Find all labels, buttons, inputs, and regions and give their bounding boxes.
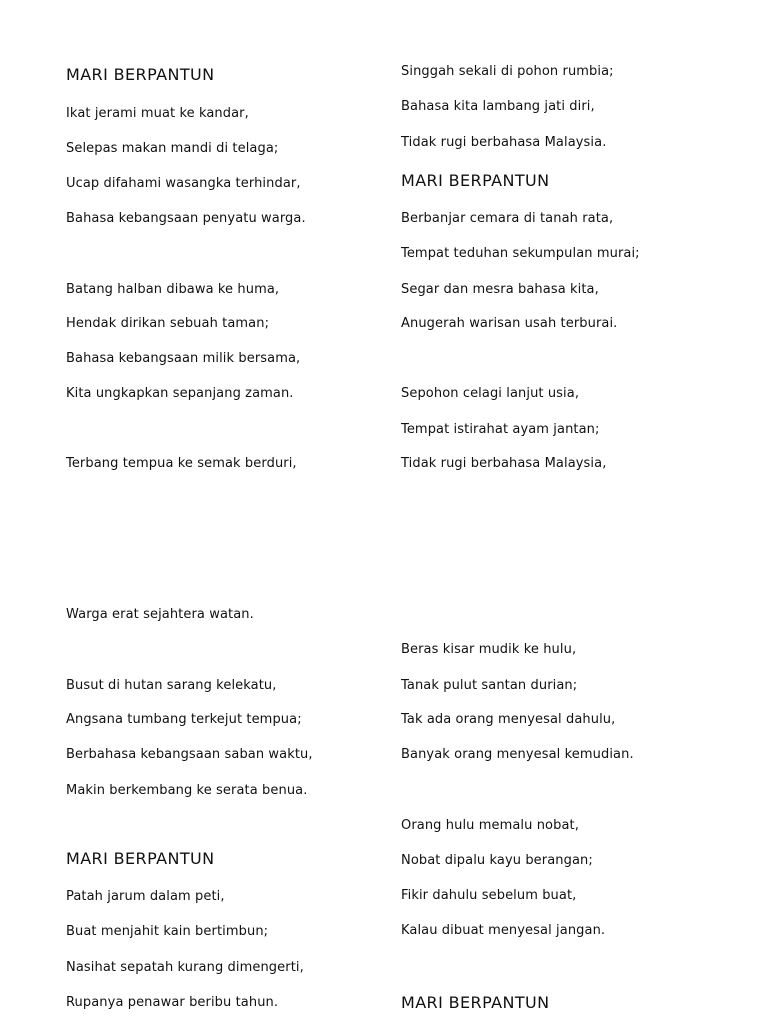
poem-line: Tidak rugi berbahasa Malaysia,: [401, 456, 607, 471]
poem-line: Makin berkembang ke serata benua.: [66, 783, 308, 798]
poem-line: Nasihat sepatah kurang dimengerti,: [66, 960, 304, 975]
poem-line: Batang halban dibawa ke huma,: [66, 282, 280, 297]
section-heading: MARI BERPANTUN: [401, 171, 550, 190]
poem-line: Segar dan mesra bahasa kita,: [401, 282, 599, 297]
poem-line: Orang hulu memalu nobat,: [401, 818, 579, 833]
poem-line: Sepohon celagi lanjut usia,: [401, 386, 580, 401]
poem-line: Berbanjar cemara di tanah rata,: [401, 211, 614, 226]
poem-line: Terbang tempua ke semak berduri,: [66, 456, 297, 471]
poem-line: Kalau dibuat menyesal jangan.: [401, 923, 606, 938]
poem-line: Tidak rugi berbahasa Malaysia.: [401, 135, 607, 150]
section-heading: MARI BERPANTUN: [66, 65, 215, 84]
right-column: [401, 0, 721, 1024]
poem-line: Buat menjahit kain bertimbun;: [66, 924, 269, 939]
poem-line: Hendak dirikan sebuah taman;: [66, 316, 270, 331]
poem-line: Rupanya penawar beribu tahun.: [66, 995, 279, 1010]
poem-line: Nobat dipalu kayu berangan;: [401, 853, 593, 868]
left-column: [66, 0, 386, 1024]
poem-line: Bahasa kebangsaan penyatu warga.: [66, 211, 306, 226]
poem-line: Ucap difahami wasangka terhindar,: [66, 176, 301, 191]
poem-line: Ikat jerami muat ke kandar,: [66, 106, 249, 121]
poem-line: Tempat teduhan sekumpulan murai;: [401, 246, 640, 261]
poem-line: Bahasa kebangsaan milik bersama,: [66, 351, 301, 366]
poem-line: Bahasa kita lambang jati diri,: [401, 99, 595, 114]
poem-line: Anugerah warisan usah terburai.: [401, 316, 618, 331]
poem-line: Banyak orang menyesal kemudian.: [401, 747, 634, 762]
poem-line: Kita ungkapkan sepanjang zaman.: [66, 386, 294, 401]
poem-line: Singgah sekali di pohon rumbia;: [401, 64, 614, 79]
poem-line: Tempat istirahat ayam jantan;: [401, 422, 600, 437]
poem-line: Berbahasa kebangsaan saban waktu,: [66, 747, 313, 762]
poem-line: Warga erat sejahtera watan.: [66, 607, 254, 622]
poem-line: Beras kisar mudik ke hulu,: [401, 642, 577, 657]
section-heading: MARI BERPANTUN: [401, 993, 550, 1012]
poem-line: Fikir dahulu sebelum buat,: [401, 888, 577, 903]
poem-line: Patah jarum dalam peti,: [66, 889, 225, 904]
poem-line: Tanak pulut santan durian;: [401, 678, 578, 693]
poem-line: Tak ada orang menyesal dahulu,: [401, 712, 616, 727]
poem-line: Selepas makan mandi di telaga;: [66, 141, 279, 156]
section-heading: MARI BERPANTUN: [66, 849, 215, 868]
poem-line: Angsana tumbang terkejut tempua;: [66, 712, 302, 727]
poem-line: Busut di hutan sarang kelekatu,: [66, 678, 277, 693]
